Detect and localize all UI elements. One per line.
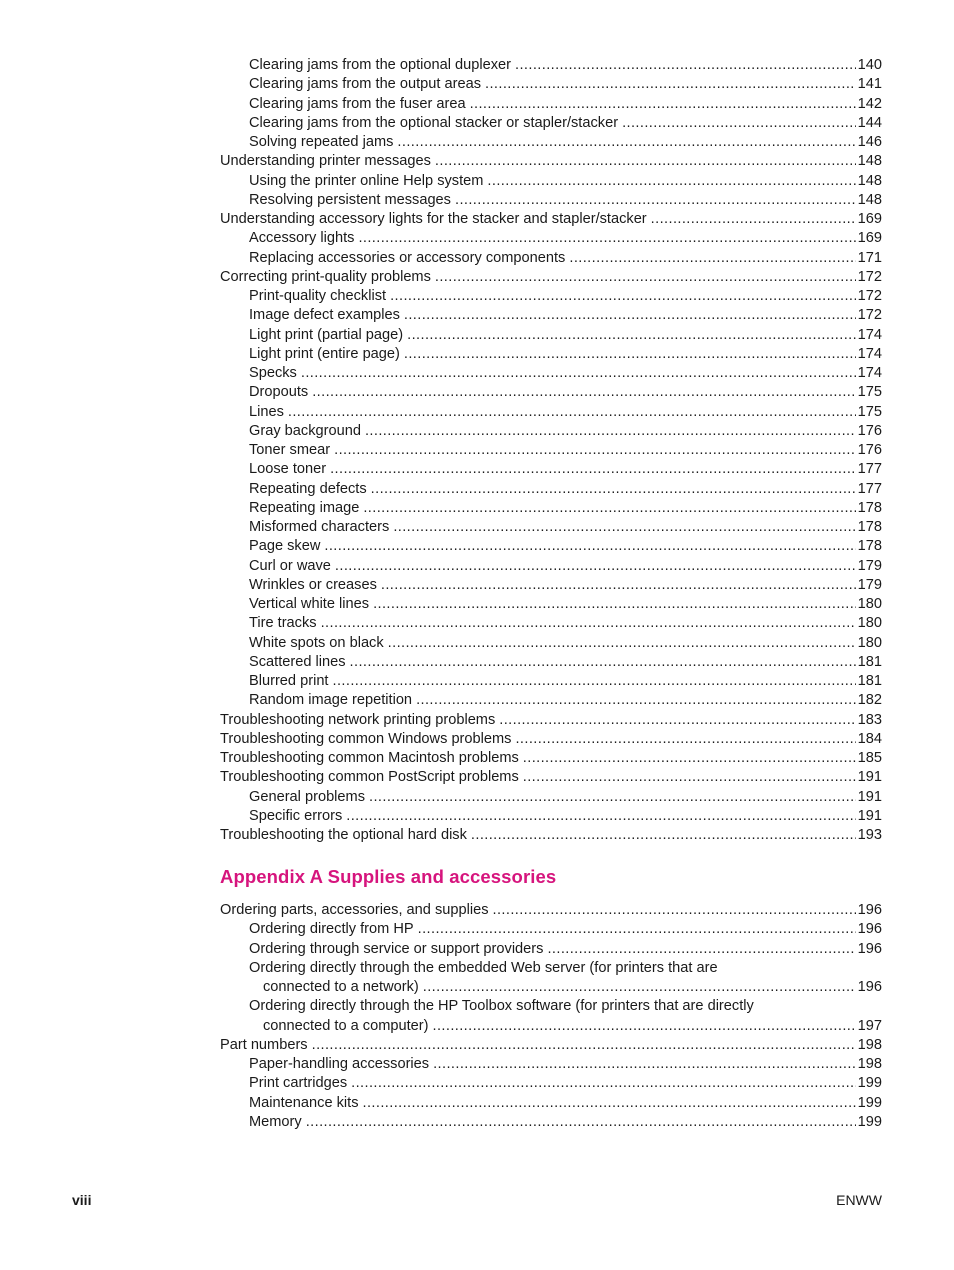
toc-entry-title: Light print (entire page): [249, 345, 400, 362]
toc-entry-page: 191: [857, 788, 882, 805]
toc-dot-leader: [330, 460, 856, 479]
toc-entry-title: White spots on black: [249, 634, 384, 651]
toc-entry-page: 196: [857, 902, 882, 918]
toc-entry-title: Resolving persistent messages: [249, 191, 451, 208]
toc-entry-page: 185: [857, 750, 882, 766]
toc-entry-page: 172: [857, 307, 882, 324]
toc-entry-title: Clearing jams from the output areas: [249, 76, 481, 93]
toc-entry-title: Clearing jams from the optional stacker or stapler/stacker: [249, 114, 619, 131]
toc-entry[interactable]: [220, 826, 882, 845]
toc-dot-leader: [433, 1017, 856, 1036]
toc-entry-page: 191: [857, 769, 882, 786]
toc-dot-leader: [334, 441, 856, 460]
toc-entry-page: 148: [857, 153, 882, 170]
toc-entry[interactable]: [220, 691, 882, 710]
toc-dot-leader: [351, 1074, 856, 1093]
toc-entry[interactable]: [220, 210, 882, 229]
toc-dot-leader: [485, 75, 856, 94]
toc-entry-page: 144: [857, 114, 882, 131]
toc-entry-title: Troubleshooting network printing problems: [220, 711, 496, 728]
toc-dot-leader: [435, 152, 856, 171]
toc-entry-title: Maintenance kits: [249, 1094, 359, 1111]
toc-entry-title: Page skew: [249, 538, 321, 555]
toc-entry-wrapped[interactable]: [220, 997, 882, 1036]
toc-dot-leader: [371, 480, 856, 499]
toc-entry-title: Curl or wave: [249, 557, 331, 574]
toc-entry[interactable]: [220, 114, 882, 133]
toc-entry[interactable]: [220, 1113, 882, 1132]
toc-entry-title: Ordering through service or support providers: [249, 940, 544, 957]
toc-entry[interactable]: [220, 172, 882, 191]
toc-entry-page: 181: [857, 673, 882, 689]
toc-entry-page: 198: [857, 1036, 882, 1053]
toc-entry[interactable]: [220, 1055, 882, 1074]
toc-entry-title: Gray background: [249, 422, 361, 439]
toc-dot-leader: [471, 826, 856, 845]
toc-entry-page: 197: [857, 1017, 882, 1034]
toc-entry-title: Tire tracks: [249, 615, 317, 632]
toc-entry[interactable]: [220, 1036, 882, 1055]
toc-entry-title: Part numbers: [220, 1036, 308, 1053]
toc-entry[interactable]: [220, 480, 882, 499]
toc-entry-page: 142: [857, 95, 882, 112]
toc-entry-wrapped[interactable]: [220, 959, 882, 998]
toc-entry-page: 196: [857, 979, 882, 995]
toc-entry-title: Clearing jams from the optional duplexer: [249, 57, 512, 73]
toc-dot-leader: [373, 595, 856, 614]
toc-entry-title: Troubleshooting common PostScript problems: [220, 769, 519, 786]
toc-entry[interactable]: [220, 499, 882, 518]
toc-entry[interactable]: [220, 383, 882, 402]
toc-entry[interactable]: [220, 1074, 882, 1093]
toc-entry-page: 178: [857, 538, 882, 555]
toc-entry-title: Correcting print-quality problems: [220, 268, 431, 285]
toc-entry[interactable]: [220, 1094, 882, 1113]
toc-dot-leader: [397, 133, 855, 152]
toc-entry-page: 178: [857, 519, 882, 535]
toc-dot-leader: [369, 788, 856, 807]
toc-entry[interactable]: [220, 749, 882, 768]
toc-entry-page: 176: [857, 422, 882, 439]
toc-entry-title: Print-quality checklist: [249, 288, 387, 304]
toc-dot-leader: [365, 422, 856, 441]
toc-entry-page: 174: [857, 365, 882, 381]
toc-entry[interactable]: [220, 326, 882, 345]
toc-entry[interactable]: [220, 287, 882, 306]
toc-entry[interactable]: [220, 920, 882, 939]
toc-entry-page: 181: [857, 653, 882, 670]
toc-entry-title: Using the printer online Help system: [249, 172, 484, 189]
toc-entry[interactable]: [220, 576, 882, 595]
toc-entry-page: 141: [857, 76, 882, 93]
toc-section-troubleshooting: [220, 56, 882, 845]
toc-entry-title: General problems: [249, 788, 365, 805]
toc-entry[interactable]: [220, 557, 882, 576]
toc-entry-title: Ordering parts, accessories, and supplies: [220, 902, 489, 918]
footer-label: ENWW: [836, 1192, 882, 1208]
toc-entry[interactable]: [220, 730, 882, 749]
toc-dot-leader: [433, 1055, 856, 1074]
toc-entry-page: 172: [857, 268, 882, 285]
toc-entry-page: 169: [857, 230, 882, 247]
toc-entry-page: 175: [857, 403, 882, 420]
toc-dot-leader: [404, 345, 856, 364]
toc-entry-title: Loose toner: [249, 461, 327, 478]
toc-dot-leader: [407, 326, 856, 345]
toc-entry-title: Lines: [249, 403, 284, 420]
toc-entry-page: 191: [857, 807, 882, 824]
toc-entry-title: Light print (partial page): [249, 326, 404, 343]
toc-dot-leader: [388, 634, 856, 653]
toc-dot-leader: [416, 691, 856, 710]
toc-dot-leader: [381, 576, 856, 595]
toc-entry-page: 178: [857, 499, 882, 516]
toc-entry-page: 179: [857, 557, 882, 574]
toc-entry-page: 169: [857, 211, 882, 227]
toc-entry-page: 180: [857, 596, 882, 612]
toc-dot-leader: [547, 940, 855, 959]
toc-dot-leader: [393, 518, 855, 537]
toc-entry-title: Understanding printer messages: [220, 153, 431, 170]
toc-entry[interactable]: [220, 422, 882, 441]
toc-dot-leader: [390, 287, 856, 306]
toc-dot-leader: [363, 499, 855, 518]
toc-entry-title: Print cartridges: [249, 1075, 348, 1092]
toc-entry-title: Clearing jams from the fuser area: [249, 95, 466, 112]
toc-entry-title: connected to a computer): [263, 1017, 429, 1034]
toc-entry-title: Ordering directly from HP: [249, 921, 414, 938]
toc-entry[interactable]: [220, 768, 882, 787]
toc-dot-leader: [455, 191, 856, 210]
toc-entry-title: Specks: [249, 365, 297, 381]
toc-entry-page: 172: [857, 288, 882, 304]
toc-entry-title: connected to a network): [263, 979, 419, 995]
toc-entry-title: Troubleshooting common Windows problems: [220, 730, 512, 747]
toc-dot-leader: [418, 920, 856, 939]
toc-dot-leader: [324, 537, 855, 556]
toc-dot-leader: [499, 711, 855, 730]
toc-entry-title: Specific errors: [249, 807, 343, 824]
toc-entry[interactable]: [220, 518, 882, 537]
toc-entry-title: Blurred print: [249, 673, 329, 689]
toc-dot-leader: [335, 557, 856, 576]
toc-dot-leader: [435, 268, 856, 287]
toc-entry[interactable]: [220, 56, 882, 75]
toc-entry-page: 180: [857, 615, 882, 632]
toc-entry-title: Accessory lights: [249, 230, 355, 247]
toc-dot-leader: [515, 730, 855, 749]
footer-page-number: viii: [72, 1192, 92, 1208]
toc-entry[interactable]: [220, 940, 882, 959]
toc-dot-leader: [346, 807, 855, 826]
toc-entry-page: 175: [857, 384, 882, 401]
toc-entry-page: 146: [857, 134, 882, 150]
toc-entry-title: Toner smear: [249, 442, 331, 458]
toc-entry-page: 196: [857, 921, 882, 938]
toc-entry-title: Memory: [249, 1113, 302, 1130]
toc-entry-page: 196: [857, 940, 882, 957]
toc-entry-title: Repeating defects: [249, 480, 367, 497]
toc-entry[interactable]: [220, 672, 882, 691]
toc-entry[interactable]: [220, 460, 882, 479]
toc-entry[interactable]: [220, 268, 882, 287]
toc-entry-title: Understanding accessory lights for the stacker and stapler/stacker: [220, 211, 647, 227]
toc-dot-leader: [651, 210, 856, 229]
toc-entry[interactable]: [220, 364, 882, 383]
toc-entry[interactable]: [220, 403, 882, 422]
toc-entry-page: 180: [857, 634, 882, 651]
toc-dot-leader: [423, 978, 856, 997]
toc-dot-leader: [350, 653, 856, 672]
toc-entry-page: 184: [857, 730, 882, 747]
toc-entry-page: 171: [857, 249, 882, 266]
toc-entry[interactable]: [220, 441, 882, 460]
toc-entry-page: 148: [857, 172, 882, 189]
toc-dot-leader: [321, 614, 856, 633]
toc-entry[interactable]: [249, 978, 882, 997]
toc-entry-title: Troubleshooting the optional hard disk: [220, 827, 467, 843]
toc-entry-page: 182: [857, 692, 882, 709]
toc-entry[interactable]: [220, 229, 882, 248]
toc-entry[interactable]: [220, 807, 882, 826]
toc-dot-leader: [404, 306, 856, 325]
toc-entry-page: 177: [857, 461, 882, 478]
toc-entry-page: 193: [857, 827, 882, 843]
toc-entry[interactable]: [220, 95, 882, 114]
appendix-heading: Appendix A Supplies and accessories: [220, 866, 557, 887]
toc-entry-title-line1: Ordering directly through the embedded Web server (for printers that are: [249, 959, 718, 976]
toc-entry-page: 148: [857, 191, 882, 208]
toc-entry-page: 177: [857, 480, 882, 497]
toc-dot-leader: [523, 768, 856, 787]
toc-entry-page: 198: [857, 1056, 882, 1072]
toc-entry[interactable]: [220, 133, 882, 152]
toc-entry[interactable]: [220, 249, 882, 268]
toc-entry-title: Scattered lines: [249, 653, 346, 670]
toc-entry-page: 179: [857, 576, 882, 593]
toc-dot-leader: [363, 1094, 856, 1113]
toc-entry[interactable]: [220, 901, 882, 920]
toc-dot-leader: [493, 901, 856, 920]
toc-entry[interactable]: [220, 152, 882, 171]
toc-entry[interactable]: [249, 1017, 882, 1036]
toc-dot-leader: [358, 229, 855, 248]
toc-entry-title: Repeating image: [249, 499, 360, 516]
toc-section-appendix-a: [220, 901, 882, 1132]
toc-dot-leader: [523, 749, 856, 768]
toc-entry[interactable]: [220, 191, 882, 210]
toc-entry-title-line1: Ordering directly through the HP Toolbox software (for printers that are directly: [249, 998, 754, 1015]
toc-dot-leader: [515, 56, 856, 75]
toc-entry-title: Image defect examples: [249, 307, 400, 324]
toc-entry[interactable]: [220, 306, 882, 325]
toc-entry[interactable]: [220, 711, 882, 730]
toc-entry-title: Wrinkles or creases: [249, 576, 377, 593]
toc-entry[interactable]: [220, 75, 882, 94]
toc-dot-leader: [312, 1036, 856, 1055]
toc-entry[interactable]: [220, 634, 882, 653]
toc-dot-leader: [288, 403, 856, 422]
toc-dot-leader: [487, 172, 855, 191]
toc-dot-leader: [470, 95, 856, 114]
toc-dot-leader: [333, 672, 856, 691]
toc-entry-title: Random image repetition: [249, 692, 413, 709]
toc-entry-title: Dropouts: [249, 384, 309, 401]
toc-entry-page: 199: [857, 1075, 882, 1092]
toc-entry-page: 174: [857, 326, 882, 343]
toc-entry[interactable]: [220, 595, 882, 614]
toc-dot-leader: [306, 1113, 856, 1132]
toc-entry[interactable]: [220, 614, 882, 633]
toc-dot-leader: [301, 364, 856, 383]
toc-entry-page: 176: [857, 442, 882, 458]
toc-entry-title: Misformed characters: [249, 519, 390, 535]
toc-dot-leader: [569, 249, 855, 268]
toc-dot-leader: [622, 114, 856, 133]
toc-entry[interactable]: [220, 537, 882, 556]
toc-entry-page: 174: [857, 345, 882, 362]
toc-entry-title: Solving repeated jams: [249, 134, 394, 150]
toc-entry-page: 199: [857, 1113, 882, 1130]
toc-entry[interactable]: [220, 788, 882, 807]
toc-entry-title: Replacing accessories or accessory components: [249, 249, 566, 266]
toc-dot-leader: [312, 383, 855, 402]
toc-entry[interactable]: [220, 653, 882, 672]
toc-entry-page: 199: [857, 1094, 882, 1111]
toc-entry-title: Troubleshooting common Macintosh problems: [220, 750, 519, 766]
toc-entry-title: Paper-handling accessories: [249, 1056, 430, 1072]
toc-entry-page: 183: [857, 711, 882, 728]
toc-entry-page: 140: [857, 57, 882, 73]
toc-entry-title: Vertical white lines: [249, 596, 370, 612]
toc-entry[interactable]: [220, 345, 882, 364]
